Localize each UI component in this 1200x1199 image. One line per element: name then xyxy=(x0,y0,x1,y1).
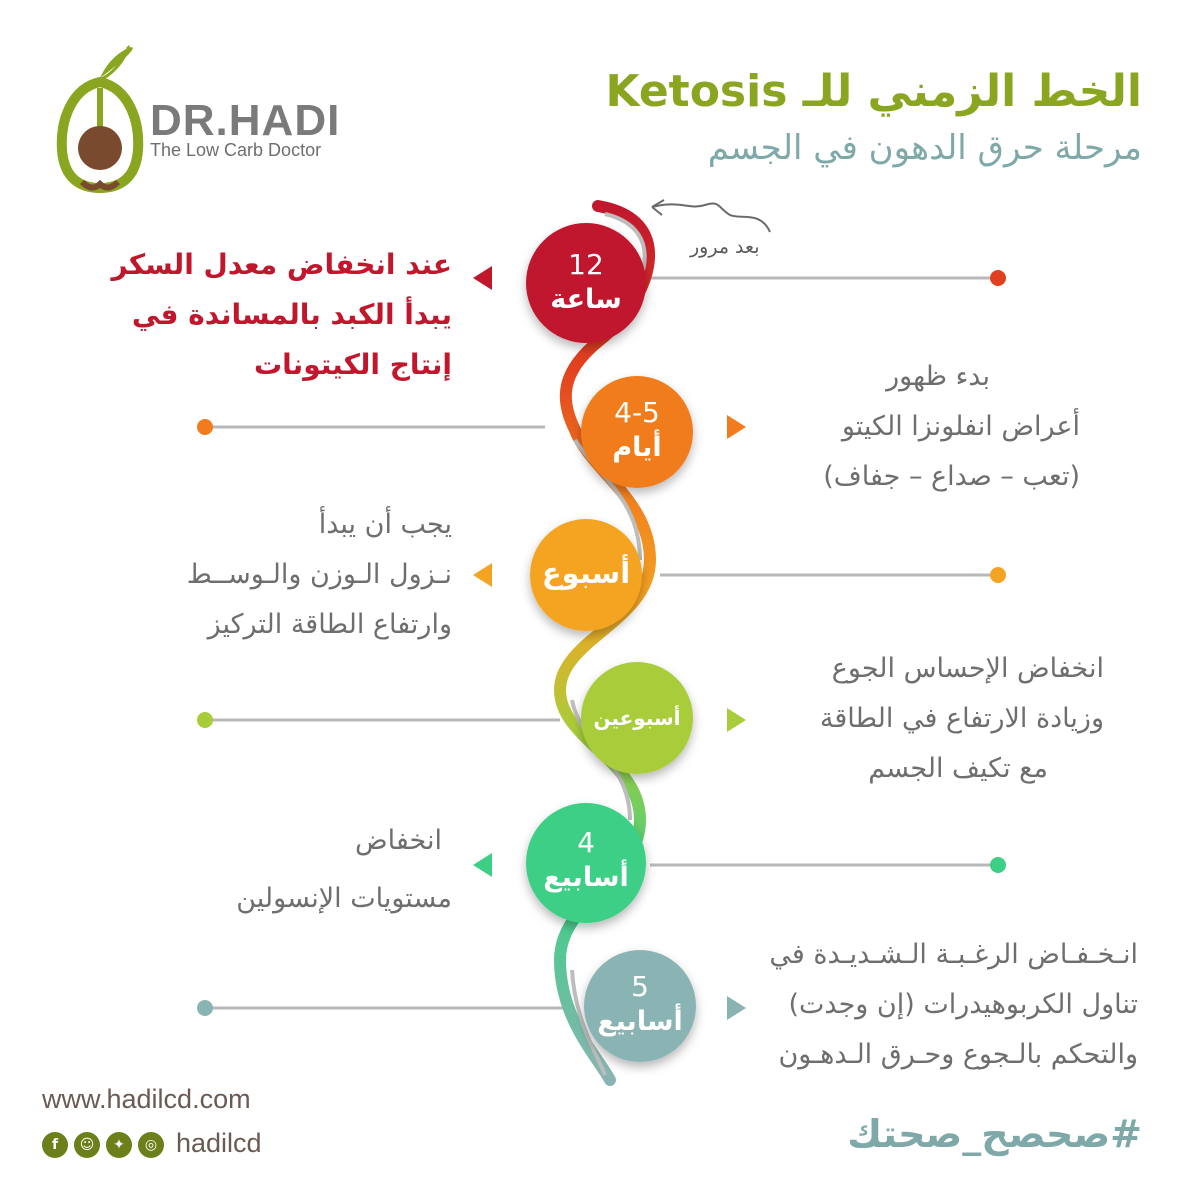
stage-5-number: 4 xyxy=(577,826,595,859)
stage-3-line: يجب أن يبدأ xyxy=(318,509,452,540)
stage-2-line: بدء ظهور xyxy=(886,361,990,392)
stage-6-number: 5 xyxy=(631,970,649,1003)
stage-1-line: عند انخفاض معدل السكر xyxy=(111,248,452,281)
stage-2-circle xyxy=(581,396,693,466)
stage-2-line: أعراض انفلونزا الكيتو xyxy=(841,411,1080,442)
stage-2-line: (تعب – صداع – جفاف) xyxy=(823,461,1080,492)
brand-tagline: The Low Carb Doctor xyxy=(150,140,322,160)
website-link[interactable]: www.hadilcd.com xyxy=(42,1084,251,1114)
page-title: الخط الزمني للـ Ketosis xyxy=(605,66,1142,117)
twitter-icon[interactable]: ✦ xyxy=(106,1132,132,1158)
stage-4-circle xyxy=(581,702,693,734)
brand-name: DR.HADI xyxy=(150,96,341,145)
stage-5-line: انخفاض xyxy=(355,825,442,856)
stage-5-unit: أسابيع xyxy=(543,862,629,893)
stage-1-line: إنتاج الكيتونات xyxy=(254,348,452,381)
stage-1-text xyxy=(111,240,452,390)
page-subtitle: مرحلة حرق الدهون في الجسم xyxy=(707,128,1142,168)
stage-5-text xyxy=(236,812,452,928)
stage-1-circle xyxy=(526,248,646,318)
stage-2-number: 4-5 xyxy=(614,396,660,429)
stage-4-line: وزيادة الارتفاع في الطاقة xyxy=(819,703,1104,734)
stage-3-line: نـزول الـوزن والـوســط xyxy=(186,559,452,590)
stage-1-line: يبدأ الكبد بالمساندة في xyxy=(131,298,452,331)
stage-5-circle xyxy=(526,826,646,896)
stage-2-text xyxy=(823,352,1080,502)
stage-1-unit: ساعة xyxy=(550,284,622,315)
stage-3-line: وارتفاع الطاقة التركيز xyxy=(207,609,452,640)
stage-6-text xyxy=(769,930,1138,1080)
stage-6-line: انـخـفـاض الرغـبـة الـشـديـدة في xyxy=(769,939,1138,970)
stage-3-circle xyxy=(530,553,642,593)
stage-6-line: والتحكم بالـجوع وحـرق الـدهـون xyxy=(778,1039,1138,1070)
stage-6-line: تناول الكربوهيدرات (إن وجدت) xyxy=(788,989,1138,1020)
timeline-intro: بعد مرور xyxy=(690,236,760,258)
stage-4-line: انخفاض الإحساس الجوع xyxy=(831,653,1104,684)
social-handle[interactable]: hadilcd xyxy=(176,1128,262,1158)
logo-mark xyxy=(62,46,138,188)
stage-5-line: مستويات الإنسولين xyxy=(236,883,452,914)
snapchat-icon[interactable]: ☺ xyxy=(74,1132,100,1158)
stage-4-unit: أسبوعين xyxy=(593,706,681,730)
stage-3-text xyxy=(187,500,452,650)
stage-6-unit: أسابيع xyxy=(597,1006,683,1037)
stage-2-unit: أيام xyxy=(612,432,662,463)
stage-1-number: 12 xyxy=(568,248,604,281)
facebook-icon[interactable]: f xyxy=(42,1132,68,1158)
stage-4-line: مع تكيف الجسم xyxy=(868,753,1048,784)
instagram-icon[interactable]: ◎ xyxy=(138,1132,164,1158)
stage-4-text xyxy=(820,644,1104,794)
hashtag: #صحصح_صحتك xyxy=(847,1112,1142,1156)
stage-6-circle xyxy=(584,970,696,1040)
stage-3-unit: أسبوع xyxy=(541,556,631,590)
